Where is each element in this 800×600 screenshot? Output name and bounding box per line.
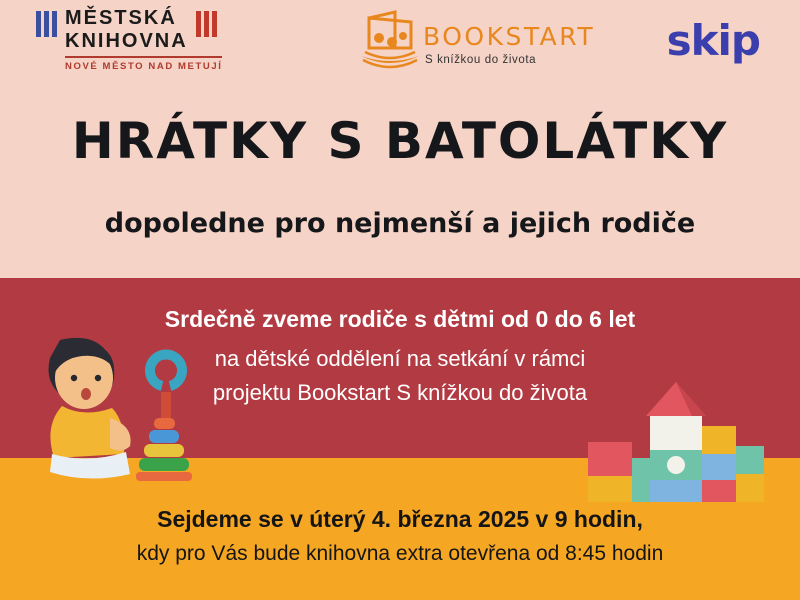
bookstart-logo-tagline: S knížkou do života	[425, 54, 537, 66]
library-logo-line3: NOVÉ MĚSTO NAD METUJÍ	[65, 56, 222, 72]
library-logo-line2: KNIHOVNA	[65, 30, 188, 52]
toy-building-blocks-illustration	[580, 380, 770, 505]
logo-red-bars-icon	[196, 11, 217, 37]
bookstart-logo-word: BOOKSTART	[423, 22, 596, 51]
poster-header	[0, 0, 800, 88]
poster-title: HRÁTKY S BATOLÁTKY	[71, 112, 729, 170]
bookstart-nest-icon	[355, 8, 425, 82]
skip-logo: skip	[666, 16, 760, 65]
red-band-line1: Srdečně zveme rodiče s dětmi od 0 do 6 let	[164, 306, 636, 332]
red-band-line3: projektu Bookstart S knížkou do života	[212, 380, 588, 405]
poster-subtitle: dopoledne pro nejmenší a jejich rodiče	[104, 208, 696, 239]
library-logo-line1: MĚSTSKÁ	[65, 7, 177, 29]
orange-band-line2: kdy pro Vás bude knihovna extra otevřena od 8:45 hodin	[136, 542, 664, 565]
red-band-line2: na dětské oddělení na setkání v rámci	[214, 346, 586, 371]
mestska-knihovna-logo	[36, 8, 222, 72]
library-logo-text	[65, 8, 222, 72]
child-with-stacking-rings-illustration	[18, 322, 198, 502]
orange-band-line1: Sejdeme se v úterý 4. března 2025 v 9 hodin,	[157, 506, 643, 532]
logo-blue-bars-icon	[36, 11, 57, 37]
bookstart-logo	[355, 8, 596, 82]
